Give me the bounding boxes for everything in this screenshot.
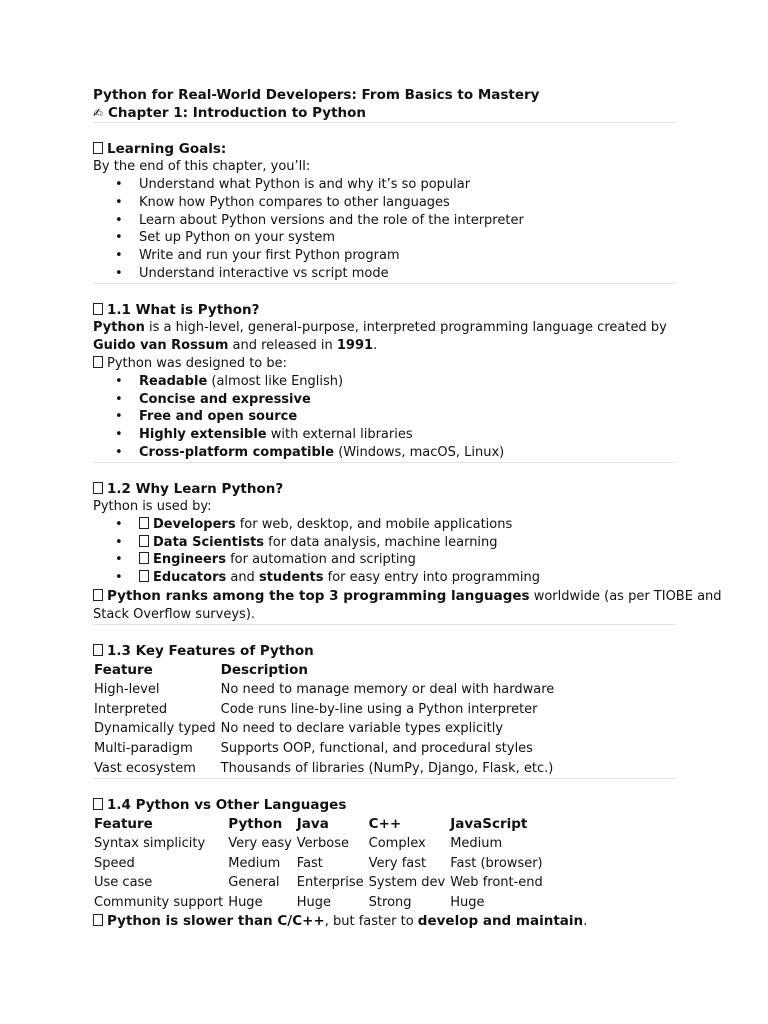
table-cell: General [228, 875, 280, 891]
chart-icon [93, 589, 103, 601]
key-icon [93, 644, 103, 656]
list-item: • Learn about Python versions and the role of the interpreter [93, 212, 676, 230]
table-cell: Community support [94, 895, 224, 910]
column-header: Feature [94, 815, 153, 832]
table-cell: Fast [296, 855, 323, 871]
ranking-statement: Python ranks among the top 3 programming languages worldwide (as per TIOBE and [93, 587, 676, 606]
table-cell: Interpreted [94, 701, 168, 717]
learning-goals-list [93, 176, 676, 283]
table-row [93, 893, 547, 913]
what-is-label: 1.1 What is Python? [107, 301, 260, 318]
table-cell: System dev [368, 875, 446, 891]
table-cell: Code runs line-by-line using a Python interpreter [220, 701, 538, 717]
table-cell: No need to declare variable types explicitly [220, 721, 504, 737]
features-label: 1.3 Key Features of Python [107, 642, 314, 659]
what-is-heading [93, 301, 676, 319]
table-cell: Huge [450, 895, 485, 910]
list-item: • Write and run your first Python program [93, 247, 676, 265]
list-item: • Set up Python on your system [93, 229, 676, 247]
bulb-icon [93, 356, 103, 368]
developer-icon [139, 517, 149, 529]
table-cell: Web front-end [450, 875, 543, 891]
python-term: Python [93, 319, 145, 335]
table-cell: Fast (browser) [450, 855, 543, 871]
list-item: • Know how Python compares to other languages [93, 194, 676, 212]
document-title: Python for Real-World Developers: From Basics to Mastery [93, 87, 540, 103]
table-cell: Supports OOP, functional, and procedural styles [220, 741, 533, 757]
table-cell: Complex [368, 836, 426, 852]
list-item: • Concise and expressive [93, 391, 676, 409]
table-row [93, 719, 558, 739]
why-learn-heading [93, 480, 676, 498]
designed-intro: Python was designed to be: [93, 355, 676, 373]
what-is-paragraph-1: Python is a high-level, general-purpose, interpreted programming language created by [93, 319, 667, 335]
table-row [93, 758, 558, 778]
table-cell: Medium [228, 855, 281, 871]
list-item: • Cross-platform compatible (Windows, macOS, Linux) [93, 444, 676, 462]
list-item: • Data Scientists for data analysis, machine learning [93, 534, 676, 552]
table-cell: Vast ecosystem [94, 760, 196, 776]
table-row [93, 700, 558, 720]
list-item: • Understand interactive vs script mode [93, 265, 676, 283]
table-header-row [93, 660, 558, 680]
chapter-label: Chapter 1: Introduction to Python [108, 105, 367, 121]
features-table [93, 660, 558, 778]
writing-hand-icon: ✍ [93, 106, 104, 120]
table-cell: Strong [368, 895, 412, 910]
list-item: • Developers for web, desktop, and mobile applications [93, 516, 676, 534]
list-item: • Educators and students for easy entry into programming [93, 569, 676, 587]
features-heading [93, 642, 676, 660]
table-cell: Verbose [296, 836, 349, 852]
scale-icon [93, 798, 103, 810]
column-header: Java [296, 815, 329, 832]
learning-goals-label: Learning Goals: [107, 141, 227, 157]
users-list [93, 516, 676, 587]
list-item: • Readable (almost like English) [93, 373, 676, 391]
table-cell: No need to manage memory or deal with hardware [220, 682, 555, 698]
table-cell: Thousands of libraries (NumPy, Django, Flask, etc.) [220, 760, 554, 776]
why-learn-label: 1.2 Why Learn Python? [107, 480, 284, 497]
table-cell: Huge [296, 895, 332, 910]
educator-icon [139, 570, 149, 582]
list-item: • Free and open source [93, 408, 676, 426]
list-item: • Highly extensible with external libraries [93, 426, 676, 444]
table-cell: Very fast [368, 855, 427, 871]
comparison-heading [93, 796, 676, 814]
what-is-paragraph-2: Guido van Rossum and released in 1991. [93, 337, 378, 353]
creator-name: Guido van Rossum [93, 337, 229, 353]
speed-note: Python is slower than C/C++, but faster to develop and maintain. [93, 912, 676, 931]
target-icon [93, 142, 103, 154]
learning-goals-intro: By the end of this chapter, you’ll: [93, 159, 311, 174]
question-icon [93, 482, 103, 494]
table-row [93, 854, 547, 874]
table-cell: Multi-paradigm [94, 741, 193, 757]
list-item: • Understand what Python is and why it’s so popular [93, 176, 676, 194]
chapter-heading [93, 104, 676, 122]
ranking-statement-cont: Stack Overflow surveys). [93, 606, 256, 622]
document-page [93, 86, 722, 931]
table-row [93, 873, 547, 893]
column-header: C++ [368, 815, 402, 832]
table-cell: Huge [228, 895, 263, 910]
snake-icon [93, 303, 103, 315]
column-header: Feature [94, 661, 153, 678]
table-row [93, 834, 547, 854]
table-cell: Syntax simplicity [94, 836, 206, 852]
table-cell: High-level [94, 682, 160, 698]
column-header: Description [220, 661, 308, 678]
table-header-row [93, 814, 547, 834]
design-goals-list [93, 373, 676, 462]
list-item: • Engineers for automation and scripting [93, 551, 676, 569]
table-row [93, 680, 558, 700]
table-cell: Enterprise [296, 875, 364, 891]
table-row [93, 739, 558, 759]
comparison-label: 1.4 Python vs Other Languages [107, 796, 347, 813]
learning-goals-heading [93, 140, 676, 158]
table-cell: Dynamically typed [94, 721, 216, 737]
data-scientist-icon [139, 535, 149, 547]
column-header: Python [228, 815, 283, 832]
release-year: 1991 [336, 337, 374, 353]
why-learn-intro: Python is used by: [93, 498, 212, 514]
table-cell: Medium [450, 836, 503, 852]
turtle-icon [93, 914, 103, 926]
column-header: JavaScript [450, 815, 528, 832]
table-cell: Speed [94, 855, 135, 871]
comparison-table [93, 814, 547, 912]
engineer-icon [139, 552, 149, 564]
table-cell: Use case [94, 875, 153, 891]
table-cell: Very easy [228, 836, 292, 852]
